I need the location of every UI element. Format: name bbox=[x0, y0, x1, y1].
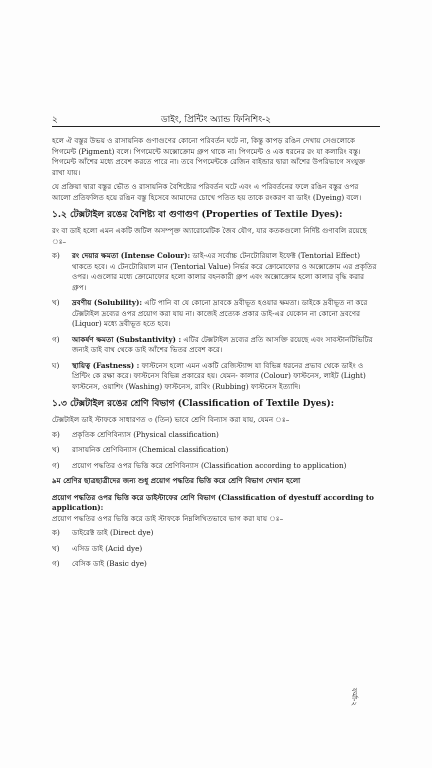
list-marker: ক) bbox=[52, 528, 60, 537]
item-term: দ্রবণীয় (Solubility): bbox=[72, 298, 143, 307]
item-text: ডাইরেক্ট ডাই (Direct dye) bbox=[72, 528, 154, 537]
forma-side-note: ফর্মা-২ bbox=[350, 688, 358, 706]
section-2-lead: টেক্সটাইল ডাই স্টাফকে সাধারণত ৩ (তিন) ভাবে শ্রেণি বিন্যাস করা যায়, যেমন ঃ– bbox=[52, 415, 290, 424]
running-title: ডাইং, প্রিন্টিং অ্যান্ড ফিনিশিং-২ bbox=[160, 115, 272, 125]
section-1-lead: রং বা ডাই হলো এমন একটি জটিল অসম্পৃক্ত অ্যারোমেটিক জৈব যৌগ, যার কতকগুলো নির্দিষ্ট গুণাবলি রয়েছে ঃ– bbox=[52, 226, 367, 246]
item-term: আকর্ষণ ক্ষমতা (Substantivity) : bbox=[72, 334, 182, 344]
section-2-note: ৯ম শ্রেণির ছাত্রছাত্রীদের জন্য শুধু প্রয়োগ পদ্ধতির ভিত্তি করে শ্রেণি বিভাগ দেখান হলো bbox=[52, 476, 301, 485]
list-marker: ঘ) bbox=[52, 360, 60, 370]
page-number: ২ bbox=[52, 115, 58, 125]
item-text: প্রয়োগ পদ্ধতির ওপর ভিত্তি করে শ্রেণিবিন্যাস (Classification according to application) bbox=[72, 460, 347, 470]
list-item bbox=[52, 335, 378, 356]
intro-paragraph-1: হলে ঐ বস্তুর উভয় ও রাসায়নিক গুণাগুণের কোনো পরিবর্তন ঘটে না, কিন্তু কাপড় রঙিন দেখায় সেগুলোকে পিগমেন্ট (Pigment) বলে। পিগমেন্টে অক্সোক্রোম গ্রুপ থাকে না। পিগমেন্ট ও এক ধরনের রং যা কলারিং বস্তু। পিগমেন্ট আঁশের মধ্যে প্রবেশ করতে পারে না। তবে পিগমেন্টকে রেজিন বাইন্ডার দ্বারা আঁশের উপরিভাগে সংযুক্ত রাখা যায়। bbox=[52, 136, 366, 177]
item-text: রাসায়নিক শ্রেণিবিন্যাস (Chemical classification) bbox=[72, 445, 229, 454]
list-item bbox=[52, 251, 378, 293]
item-text: প্রকৃতিক শ্রেণিবিন্যাস (Physical classification) bbox=[72, 429, 219, 439]
page-header bbox=[52, 112, 380, 127]
list-item bbox=[52, 361, 378, 393]
item-text: এটি পানি বা যে কোনো দ্রাবকে দ্রবীভূত হওয়ার ক্ষমতা। ডাইকে দ্রবীভূত না করে টেক্সটাইল দ্রব্যের ওপর প্রয়োগ করা যায় না। কাজেই প্রত্যেক প্রকার ডাই-এর যেকোন না কোনো দ্রবণের (Liquor) মধ্যে দ্রবীভূত হতে হবে। bbox=[72, 298, 368, 328]
item-text: ফাস্টনেস হলো এমন একটি রেজিস্ট্যান্স যা বিভিন্ন ধরনের প্রভাব থেকে ডাইং ও প্রিন্টিং কে রক্ষা করে। ফাস্টনেস বিভিন্ন প্রকারের হয়। যেমন- কালার (Colour) ফাস্টনেস, লাইট (Light) ফাস্টনেস, ওয়াশিং (Washing) ফাস্টনেস, রাবিং (Rubbing) ফাস্টনেস ইত্যাদি। bbox=[72, 360, 366, 391]
list-marker: খ) bbox=[52, 298, 60, 307]
list-marker: খ) bbox=[52, 445, 60, 454]
section-2-heading: ১.৩ টেক্সটাইল রঙের শ্রেণি বিভাগ (Classification of Textile Dyes): bbox=[52, 399, 335, 409]
item-term: রং দেয়ার ক্ষমতা (Intense Colour): bbox=[72, 251, 191, 260]
section-1-heading: ১.২ টেক্সটাইল রঙের বৈশিষ্ট্য বা গুণাগুণ (Properties of Textile Dyes): bbox=[52, 210, 343, 220]
section-3-heading: প্রয়োগ পদ্ধতির ওপর ভিত্তি করে ডাইস্টাফের শ্রেণি বিভাগ (Classification of dyestuff according to application): bbox=[52, 492, 374, 512]
item-text: ডাই-এর সর্বোচ্চ টেনটোরিয়াল ইফেক্ট (Tentorial Effect) থাকতে হবে। এ টেনটোরিয়াল মান (Tentorial Value) নির্ভর করে ক্রোমোফোর ও অক্সোক্রোম এর প্রকৃতির ওপর। এগুলোর মধ্যে ক্রোমোফোর হলো কালার বহনকারী গ্রুপ এবং অক্সোক্রোম হলো কালার বৃদ্ধি করার গ্রুপ। bbox=[72, 251, 377, 292]
list-item bbox=[52, 298, 378, 330]
list-item bbox=[52, 559, 378, 570]
list-marker: গ) bbox=[52, 460, 60, 470]
list-marker: ক) bbox=[52, 251, 60, 260]
list-item bbox=[52, 544, 378, 555]
page-content bbox=[52, 136, 378, 575]
list-item bbox=[52, 461, 378, 472]
item-text: বেসিক ডাই (Basic dye) bbox=[72, 559, 147, 568]
list-marker: গ) bbox=[52, 334, 60, 344]
list-item bbox=[52, 430, 378, 441]
section-3-lead: প্রয়োগ পদ্ধতির ওপর ভিত্তি করে ডাই স্টাফকে নিম্নলিখিতভাবে ভাগ করা যায় ঃ– bbox=[52, 513, 284, 523]
list-item bbox=[52, 528, 378, 539]
item-text: এসিড ডাই (Acid dye) bbox=[72, 543, 143, 553]
list-marker: খ) bbox=[52, 543, 60, 553]
item-term: স্থায়িত্ব (Fastness) : bbox=[72, 360, 140, 370]
intro-paragraph-2: যে প্রক্রিয়া দ্বারা বস্তুর ভৌত ও রাসায়নিক বৈশিষ্ট্যের পরিবর্তন ঘটে এবং এ পরিবর্তনের ফলে রঙিন বস্তুর ওপর আলো প্রতিফলিত হয়ে রঙিন বস্তু হিসেবে আমাদের চোখে পতিত হয় তাকে রংকরণ বা ডাইং (Dyeing) বলে। bbox=[52, 182, 362, 202]
list-item bbox=[52, 445, 378, 456]
list-marker: গ) bbox=[52, 559, 60, 568]
list-marker: ক) bbox=[52, 429, 60, 439]
item-text: এটির টেক্সটাইল দ্রব্যের প্রতি আসক্তি রয়েছে এবং সাবস্টানটিভিটির জন্যই ডাই বাথ থেকে ডাই আঁশের ভিতর প্রবেশ করে। bbox=[72, 334, 373, 354]
